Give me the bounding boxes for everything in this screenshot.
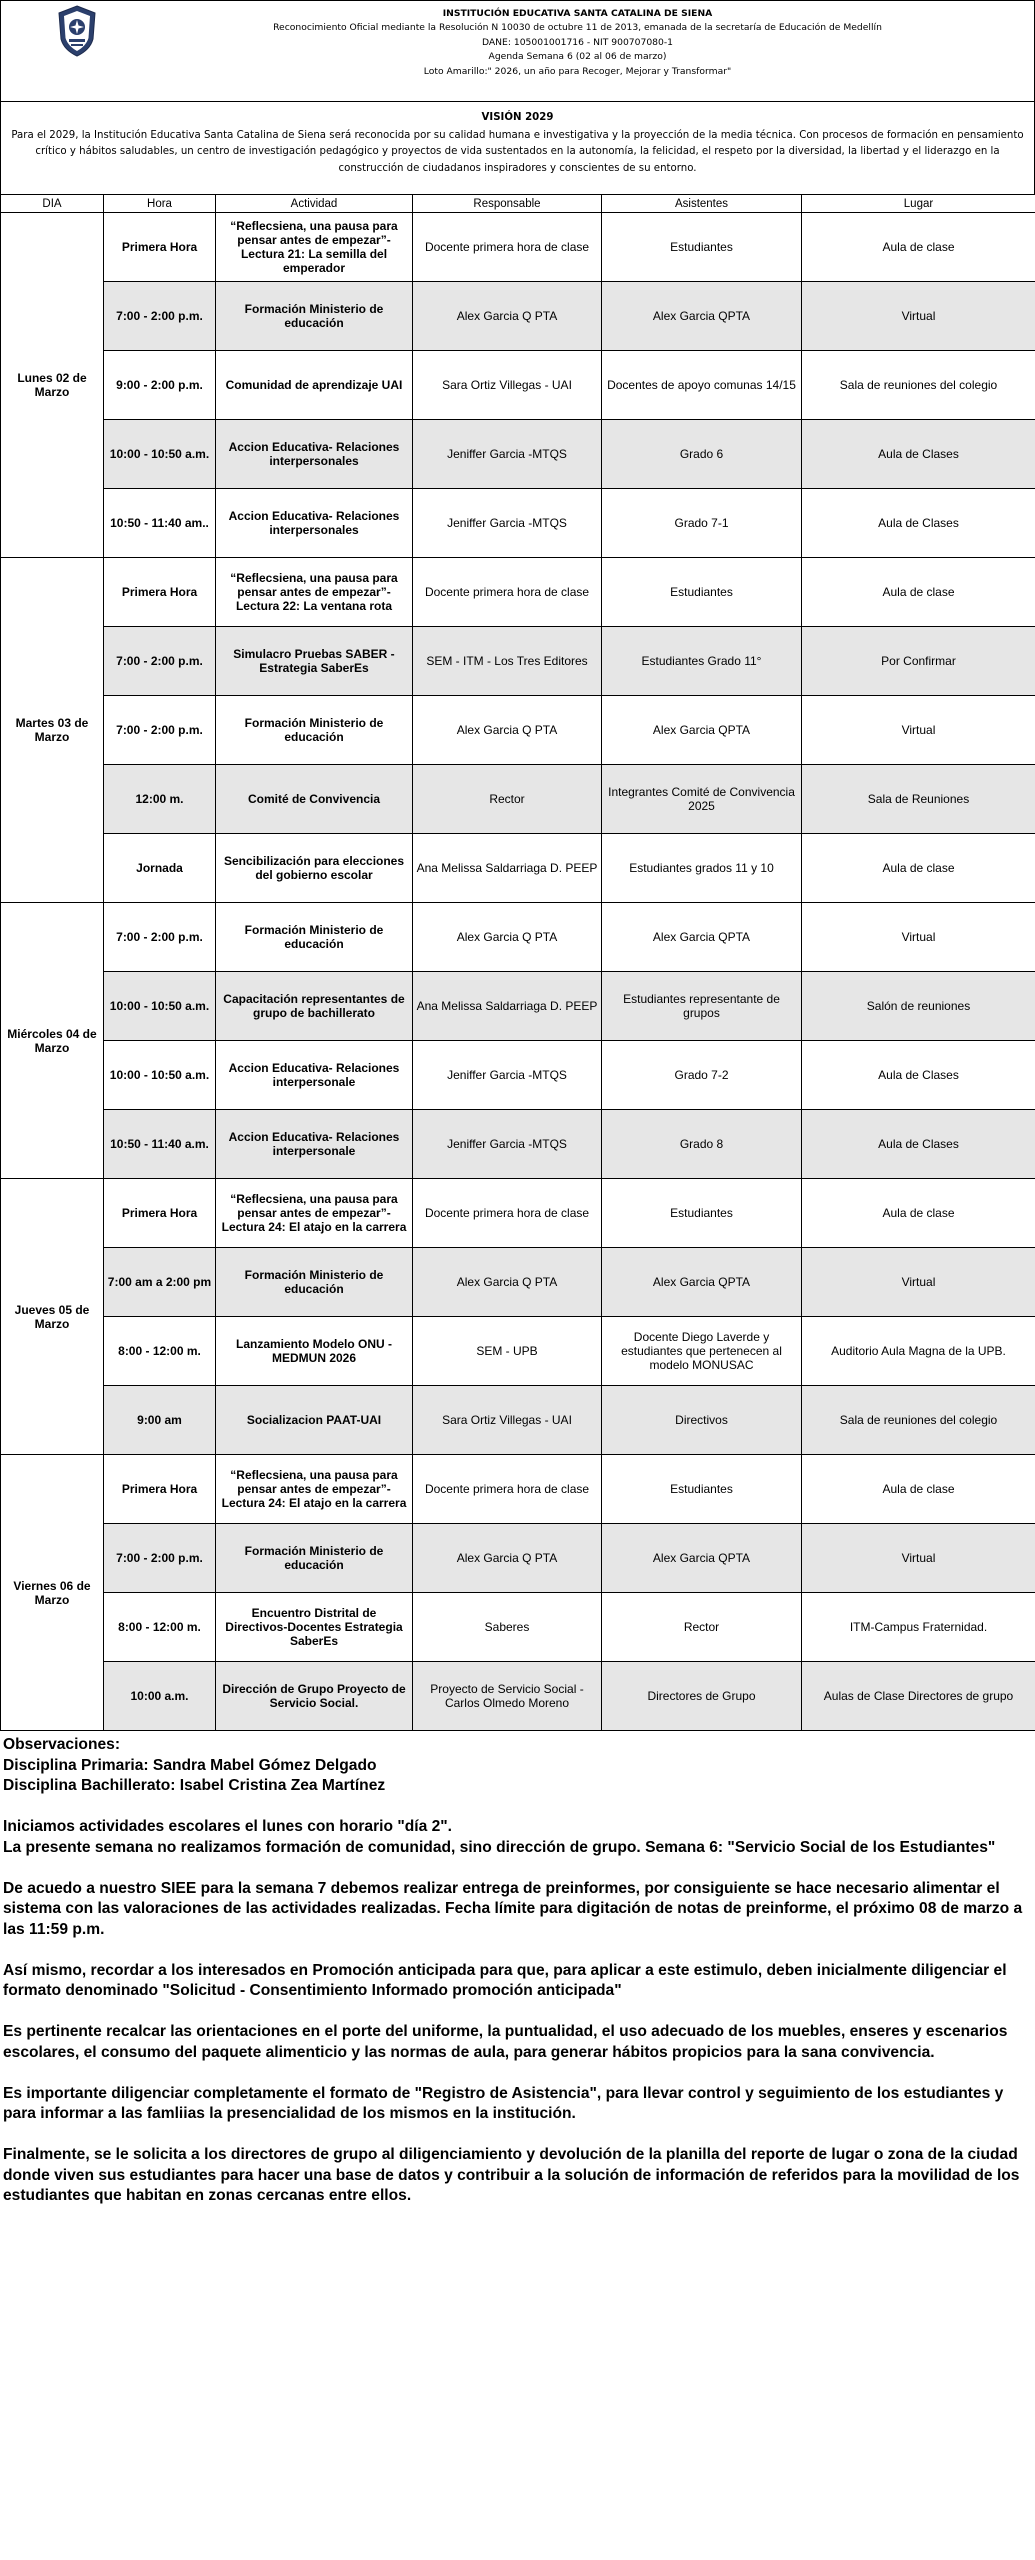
asistentes-cell: Grado 8 [602, 1110, 802, 1179]
lugar-cell: Salón de reuniones [802, 972, 1035, 1041]
asistentes-cell: Alex Garcia QPTA [602, 282, 802, 351]
table-row [1, 1317, 1035, 1386]
activity-cell: Formación Ministerio de educación [216, 282, 413, 351]
observations-section [0, 1731, 1035, 2207]
activity-cell: Formación Ministerio de educación [216, 1248, 413, 1317]
asistentes-cell: Estudiantes [602, 558, 802, 627]
hora-cell: 10:00 - 10:50 a.m. [104, 420, 216, 489]
vision-text: Para el 2029, la Institución Educativa Santa Catalina de Siena será reconocida por su calidad humana e investigativa y la proyección de la media técnica. Con procesos de formación en pensamiento crítico y hábitos saludables, un centro de investigación pedagógico y proyectos de vida sustentados en la autonomía, la felicidad, el respeto por la diversidad, la libertad y el liderazgo en la construcción de ciudadanos inspiradores y conscientes de su entorno. [11, 130, 1024, 174]
responsable-cell: Docente primera hora de clase [413, 1179, 602, 1248]
activity-cell: Simulacro Pruebas SABER - Estrategia SaberEs [216, 627, 413, 696]
table-row [1, 1662, 1035, 1731]
hora-cell: 10:00 - 10:50 a.m. [104, 1041, 216, 1110]
hora-cell: 7:00 - 2:00 p.m. [104, 903, 216, 972]
table-row [1, 213, 1035, 282]
table-row [1, 420, 1035, 489]
observation-paragraph: Es pertinente recalcar las orientaciones en el porte del uniforme, la puntualidad, el uso adecuado de los muebles, enseres y escenarios escolares, el consumo del paquete alimenticio y las normas de aula, para generar hábitos propicios para la sana convivencia. [3, 2023, 1008, 2061]
activity-cell: Formación Ministerio de educación [216, 1524, 413, 1593]
hora-cell: Primera Hora [104, 213, 216, 282]
hora-cell: 10:00 a.m. [104, 1662, 216, 1731]
asistentes-cell: Directores de Grupo [602, 1662, 802, 1731]
lugar-cell: Aula de clase [802, 558, 1035, 627]
day-cell: Miércoles 04 de Marzo [1, 903, 104, 1179]
lugar-cell: Aulas de Clase Directores de grupo [802, 1662, 1035, 1731]
discipline-secondary: Disciplina Bachillerato: Isabel Cristina Zea Martínez [3, 1777, 386, 1794]
asistentes-cell: Docente Diego Laverde y estudiantes que pertenecen al modelo MONUSAC [602, 1317, 802, 1386]
hora-cell: 9:00 am [104, 1386, 216, 1455]
table-row [1, 1248, 1035, 1317]
table-row [1, 351, 1035, 420]
hora-cell: Jornada [104, 834, 216, 903]
responsable-cell: Saberes [413, 1593, 602, 1662]
responsable-cell: Docente primera hora de clase [413, 558, 602, 627]
dane-nit: DANE: 105001001716 - NIT 900707080-1 [481, 36, 674, 48]
activity-cell: Formación Ministerio de educación [216, 696, 413, 765]
day-cell: Martes 03 de Marzo [1, 558, 104, 903]
agenda-week-title: Agenda Semana 6 (02 al 06 de marzo) [488, 51, 667, 63]
activity-cell: Formación Ministerio de educación [216, 903, 413, 972]
activity-cell: Accion Educativa- Relaciones interpersonale [216, 1041, 413, 1110]
activity-cell: Comité de Convivencia [216, 765, 413, 834]
table-row [1, 972, 1035, 1041]
hora-cell: Primera Hora [104, 558, 216, 627]
hora-cell: 7:00 - 2:00 p.m. [104, 1524, 216, 1593]
table-row [1, 834, 1035, 903]
activity-cell: Dirección de Grupo Proyecto de Servicio Social. [216, 1662, 413, 1731]
asistentes-cell: Estudiantes [602, 213, 802, 282]
institution-name: INSTITUCIÓN EDUCATIVA SANTA CATALINA DE SIENA [442, 8, 713, 19]
hora-cell: 7:00 - 2:00 p.m. [104, 627, 216, 696]
activity-cell: “Reflecsiena, una pausa para pensar antes de empezar”- Lectura 24: El atajo en la carrera [216, 1179, 413, 1248]
lugar-cell: Aula de Clases [802, 1041, 1035, 1110]
hora-cell: 7:00 am a 2:00 pm [104, 1248, 216, 1317]
responsable-cell: Ana Melissa Saldarriaga D. PEEP [413, 972, 602, 1041]
header-dia: DIA [1, 195, 104, 213]
responsable-cell: SEM - UPB [413, 1317, 602, 1386]
activity-cell: Encuentro Distrital de Directivos-Docentes Estrategia SaberEs [216, 1593, 413, 1662]
vision-section [0, 101, 1035, 194]
activity-cell: Accion Educativa- Relaciones interpersonales [216, 420, 413, 489]
responsable-cell: Docente primera hora de clase [413, 1455, 602, 1524]
table-row [1, 1179, 1035, 1248]
activity-cell: Accion Educativa- Relaciones interpersonale [216, 1110, 413, 1179]
lugar-cell: Virtual [802, 282, 1035, 351]
lugar-cell: Sala de reuniones del colegio [802, 351, 1035, 420]
table-row [1, 765, 1035, 834]
lugar-cell: Por Confirmar [802, 627, 1035, 696]
table-row [1, 1386, 1035, 1455]
responsable-cell: Jeniffer Garcia -MTQS [413, 489, 602, 558]
hora-cell: 7:00 - 2:00 p.m. [104, 282, 216, 351]
table-row [1, 696, 1035, 765]
activity-cell: Comunidad de aprendizaje UAI [216, 351, 413, 420]
lugar-cell: Auditorio Aula Magna de la UPB. [802, 1317, 1035, 1386]
hora-cell: 8:00 - 12:00 m. [104, 1593, 216, 1662]
day-cell: Lunes 02 de Marzo [1, 213, 104, 558]
lugar-cell: Aula de Clases [802, 1110, 1035, 1179]
discipline-primary: Disciplina Primaria: Sandra Mabel Gómez Delgado [3, 1756, 377, 1774]
responsable-cell: Jeniffer Garcia -MTQS [413, 1110, 602, 1179]
lugar-cell: Aula de Clases [802, 420, 1035, 489]
asistentes-cell: Alex Garcia QPTA [602, 903, 802, 972]
hora-cell: 10:50 - 11:40 a.m. [104, 1110, 216, 1179]
observations-title: Observaciones: [3, 1736, 121, 1753]
asistentes-cell: Alex Garcia QPTA [602, 1248, 802, 1317]
hora-cell: 9:00 - 2:00 p.m. [104, 351, 216, 420]
lugar-cell: Aula de clase [802, 834, 1035, 903]
activity-cell: “Reflecsiena, una pausa para pensar antes de empezar”- Lectura 22: La ventana rota [216, 558, 413, 627]
hora-cell: Primera Hora [104, 1455, 216, 1524]
hora-cell: 12:00 m. [104, 765, 216, 834]
observation-paragraph: De acuedo a nuestro SIEE para la semana 7 debemos realizar entrega de preinformes, por consiguiente se hace necesario alimentar el sistema con las valoraciones de las actividades realizadas. Fecha límite para digitación de notas de preinforme, el próximo 08 de marzo a las 11:59 p.m. [3, 1879, 1023, 1938]
asistentes-cell: Estudiantes grados 11 y 10 [602, 834, 802, 903]
table-row [1, 1524, 1035, 1593]
observation-paragraph: Es importante diligenciar completamente el formato de "Registro de Asistencia", para llevar control y seguimiento de los estudiantes y para informar a las famliias la presencialidad de los mismos en la institución. [3, 2084, 1004, 2122]
table-row [1, 1041, 1035, 1110]
responsable-cell: SEM - ITM - Los Tres Editores [413, 627, 602, 696]
hora-cell: 8:00 - 12:00 m. [104, 1317, 216, 1386]
lugar-cell: ITM-Campus Fraternidad. [802, 1593, 1035, 1662]
responsable-cell: Alex Garcia Q PTA [413, 903, 602, 972]
day-cell: Viernes 06 de Marzo [1, 1455, 104, 1731]
asistentes-cell: Rector [602, 1593, 802, 1662]
responsable-cell: Rector [413, 765, 602, 834]
lugar-cell: Aula de Clases [802, 489, 1035, 558]
hora-cell: 7:00 - 2:00 p.m. [104, 696, 216, 765]
lugar-cell: Virtual [802, 1524, 1035, 1593]
responsable-cell: Sara Ortiz Villegas - UAI [413, 1386, 602, 1455]
lugar-cell: Virtual [802, 903, 1035, 972]
official-recognition: Reconocimiento Oficial mediante la Resolución N 10030 de octubre 11 de 2013, emanada de la secretaría de Educación de Medellín [273, 22, 882, 34]
asistentes-cell: Alex Garcia QPTA [602, 1524, 802, 1593]
table-row [1, 903, 1035, 972]
year-motto: Loto Amarillo:" 2026, un año para Recoger, Mejorar y Transformar" [423, 65, 732, 77]
header-responsable: Responsable [413, 195, 602, 213]
responsable-cell: Docente primera hora de clase [413, 213, 602, 282]
weekly-agenda-table [0, 194, 1035, 1731]
observation-paragraph: Iniciamos actividades escolares el lunes con horario "día 2". La presente semana no realizamos formación de comunidad, sino dirección de grupo. Semana 6: "Servicio Social de los Estudiantes" [3, 1818, 996, 1856]
header-asistentes: Asistentes [602, 195, 802, 213]
responsable-cell: Alex Garcia Q PTA [413, 696, 602, 765]
table-row [1, 489, 1035, 558]
lugar-cell: Sala de reuniones del colegio [802, 1386, 1035, 1455]
activity-cell: Capacitación representantes de grupo de bachillerato [216, 972, 413, 1041]
table-row [1, 1110, 1035, 1179]
header-lugar: Lugar [802, 195, 1035, 213]
asistentes-cell: Grado 6 [602, 420, 802, 489]
hora-cell: Primera Hora [104, 1179, 216, 1248]
responsable-cell: Alex Garcia Q PTA [413, 1248, 602, 1317]
asistentes-cell: Integrantes Comité de Convivencia 2025 [602, 765, 802, 834]
vision-title: VISIÓN 2029 [481, 112, 554, 123]
responsable-cell: Sara Ortiz Villegas - UAI [413, 351, 602, 420]
lugar-cell: Sala de Reuniones [802, 765, 1035, 834]
day-cell: Jueves 05 de Marzo [1, 1179, 104, 1455]
lugar-cell: Aula de clase [802, 213, 1035, 282]
observation-paragraph: Así mismo, recordar a los interesados en Promoción anticipada para que, para aplicar a este estimulo, deben inicialmente diligenciar el formato denominado "Solicitud - Consentimiento Informado promoción anticipada" [3, 1961, 1007, 1999]
asistentes-cell: Estudiantes [602, 1179, 802, 1248]
responsable-cell: Proyecto de Servicio Social - Carlos Olmedo Moreno [413, 1662, 602, 1731]
table-row [1, 282, 1035, 351]
institution-crest-logo [57, 5, 97, 57]
lugar-cell: Virtual [802, 696, 1035, 765]
responsable-cell: Alex Garcia Q PTA [413, 1524, 602, 1593]
hora-cell: 10:50 - 11:40 am.. [104, 489, 216, 558]
activity-cell: Accion Educativa- Relaciones interpersonales [216, 489, 413, 558]
activity-cell: Sencibilización para elecciones del gobierno escolar [216, 834, 413, 903]
asistentes-cell: Docentes de apoyo comunas 14/15 [602, 351, 802, 420]
table-row [1, 558, 1035, 627]
activity-cell: “Reflecsiena, una pausa para pensar antes de empezar”- Lectura 21: La semilla del emperador [216, 213, 413, 282]
asistentes-cell: Grado 7-2 [602, 1041, 802, 1110]
responsable-cell: Alex Garcia Q PTA [413, 282, 602, 351]
table-row [1, 1455, 1035, 1524]
header-hora: Hora [104, 195, 216, 213]
asistentes-cell: Grado 7-1 [602, 489, 802, 558]
table-header-row [1, 195, 1035, 213]
asistentes-cell: Directivos [602, 1386, 802, 1455]
responsable-cell: Ana Melissa Saldarriaga D. PEEP [413, 834, 602, 903]
responsable-cell: Jeniffer Garcia -MTQS [413, 1041, 602, 1110]
responsable-cell: Jeniffer Garcia -MTQS [413, 420, 602, 489]
header-actividad: Actividad [216, 195, 413, 213]
asistentes-cell: Alex Garcia QPTA [602, 696, 802, 765]
lugar-cell: Aula de clase [802, 1455, 1035, 1524]
observation-paragraph: Finalmente, se le solicita a los directores de grupo al diligenciamiento y devolución de la planilla del reporte de lugar o zona de la ciudad donde viven sus estudiantes para hacer una base de datos y contribuir a la solución de información de referidos para la movilidad de los estudiantes que habitan en zonas cercanas entre ellos. [3, 2146, 1020, 2204]
activity-cell: “Reflecsiena, una pausa para pensar antes de empezar”- Lectura 24: El atajo en la carrera [216, 1455, 413, 1524]
activity-cell: Socializacion PAAT-UAI [216, 1386, 413, 1455]
table-row [1, 627, 1035, 696]
asistentes-cell: Estudiantes [602, 1455, 802, 1524]
lugar-cell: Virtual [802, 1248, 1035, 1317]
table-row [1, 1593, 1035, 1662]
institution-header [0, 0, 1035, 101]
asistentes-cell: Estudiantes representante de grupos [602, 972, 802, 1041]
lugar-cell: Aula de clase [802, 1179, 1035, 1248]
hora-cell: 10:00 - 10:50 a.m. [104, 972, 216, 1041]
asistentes-cell: Estudiantes Grado 11° [602, 627, 802, 696]
activity-cell: Lanzamiento Modelo ONU - MEDMUN 2026 [216, 1317, 413, 1386]
